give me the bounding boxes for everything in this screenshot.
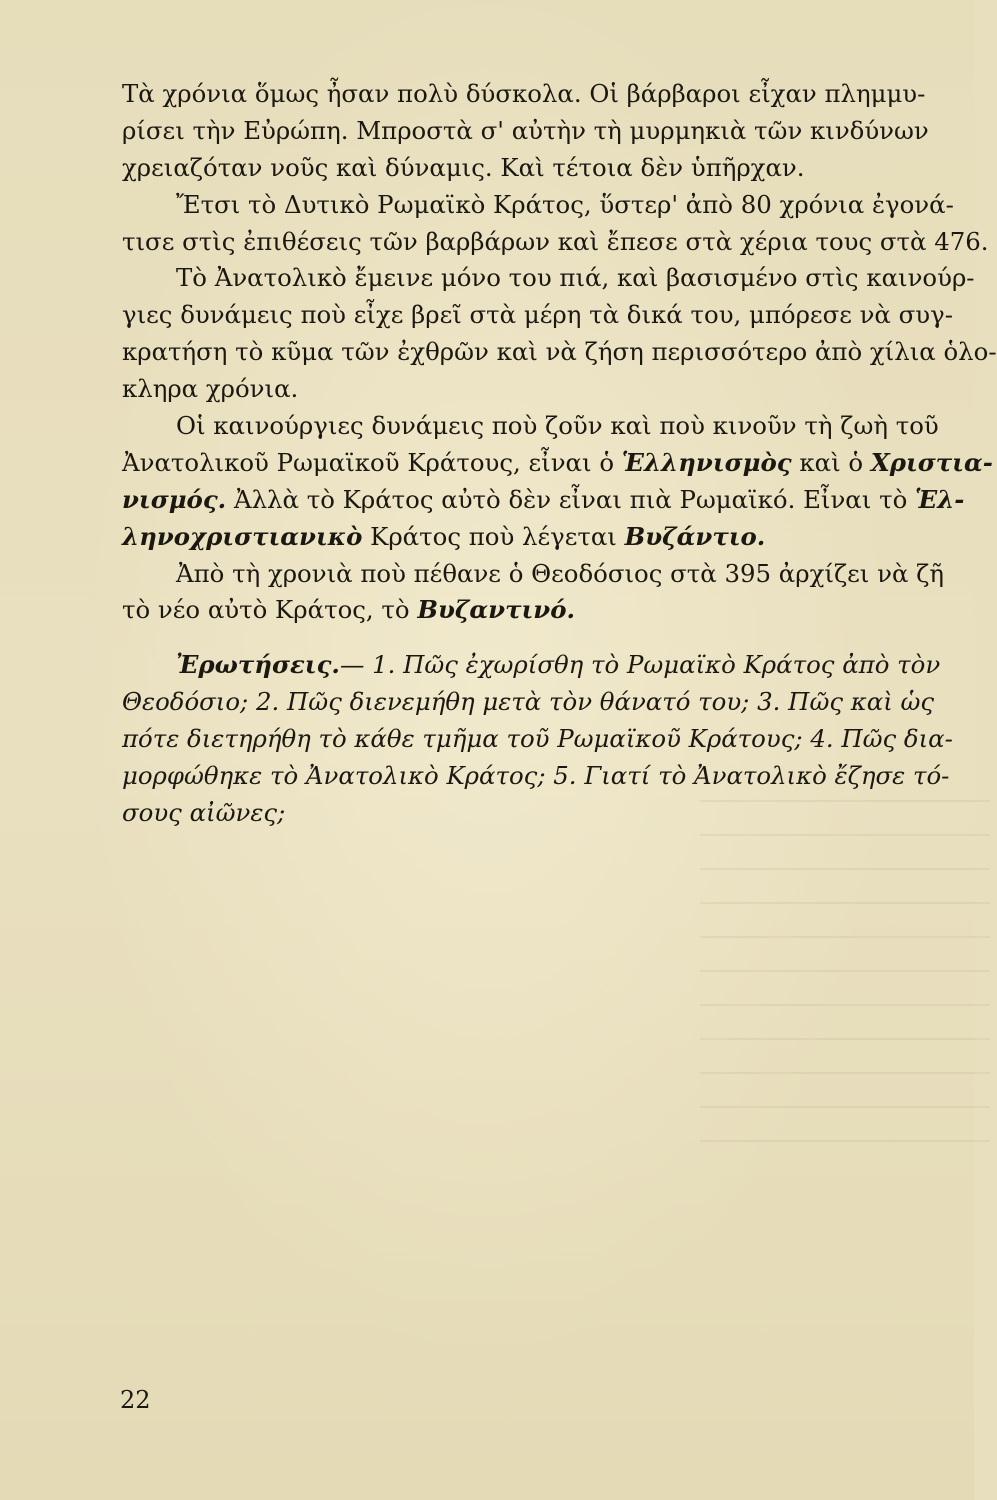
emphasis-hellenism: Ἑλληνισμὸς	[621, 447, 792, 477]
line-text: Ἔτσι τὸ Δυτικὸ Ρωμαϊκὸ Κράτος, ὕστερ' ἀπὸ 80 χρόνια ἐγονά-	[176, 189, 954, 219]
line-text: Τὰ χρόνια ὅμως ἦσαν πολὺ δύσκολα. Οἱ βάρβαροι εἶχαν πλημμυ-	[122, 79, 926, 108]
line-text: Ἀπὸ τὴ χρονιὰ ποὺ πέθανε ὁ Θεοδόσιος στὰ 395 ἀρχίζει νὰ ζῆ	[176, 558, 945, 588]
text-line	[122, 334, 997, 371]
line-text: κληρα χρόνια.	[122, 374, 299, 404]
line-text: τὸ νέο αὐτὸ Κράτος, τὸ	[122, 595, 410, 625]
emphasis-byzantium: Βυζάντιο.	[624, 521, 766, 551]
question-text: — 1. Πῶς ἐχωρίσθη τὸ Ρωμαϊκὸ Κράτος ἀπὸ τὸν	[339, 650, 941, 680]
text-line	[122, 482, 965, 519]
text-line	[122, 519, 922, 556]
questions-label: Ἐρωτήσεις.	[176, 650, 340, 680]
line-text: χρειαζόταν νοῦς καὶ δύναμις. Καὶ τέτοια δὲν ὑπῆρχαν.	[122, 152, 805, 182]
questions-line	[122, 795, 922, 832]
questions-line	[122, 758, 950, 795]
text-line	[122, 150, 922, 187]
text-line	[122, 297, 953, 334]
text-line	[122, 76, 926, 113]
question-text: Θεοδόσιο; 2. Πῶς διενεμήθη μετὰ τὸν θάνατό του; 3. Πῶς καὶ ὡς	[122, 687, 935, 717]
line-text: ρίσει τὴν Εὐρώπη. Μπροστὰ σ' αὐτὴν τὴ μυρμηκιὰ τῶν κινδύνων	[122, 115, 929, 145]
line-text: γιες δυνάμεις ποὺ εἶχε βρεῖ στὰ μέρη τὰ δικά του, μπόρεσε νὰ συγ-	[122, 300, 953, 330]
line-text: Ἀλλὰ τὸ Κράτος αὐτὸ δὲν εἶναι πιὰ Ρωμαϊκό. Εἶναι τὸ	[233, 484, 908, 514]
emphasis-hellenochristian: Ἑλ-	[915, 484, 965, 514]
line-text: καὶ ὁ	[799, 447, 864, 477]
line-text: κρατήση τὸ κῦμα τῶν ἐχθρῶν καὶ νὰ ζήση περισσότερο ἀπὸ χίλια ὁλο-	[122, 337, 997, 367]
text-line	[122, 260, 975, 297]
emphasis-christianity: Χριστια-	[870, 447, 993, 477]
line-text: Τὸ Ἀνατολικὸ ἔμεινε μόνο του πιά, καὶ βασισμένο στὶς καινούρ-	[176, 263, 975, 293]
questions-line	[122, 647, 941, 684]
question-text: πότε διετηρήθη τὸ κάθε τμῆμα τοῦ Ρωμαϊκοῦ Κράτους; 4. Πῶς δια-	[122, 724, 953, 754]
question-text: σους αἰῶνες;	[122, 797, 286, 827]
page-number: 22	[120, 1386, 151, 1414]
emphasis-christianity-end: νισμός.	[122, 484, 227, 514]
text-line	[122, 224, 989, 261]
emphasis-byzantine: Βυζαντινό.	[417, 595, 575, 625]
text-line	[122, 445, 993, 482]
text-line	[122, 408, 939, 445]
line-text: τισε στὶς ἐπιθέσεις τῶν βαρβάρων καὶ ἔπεσε στὰ χέρια τους στὰ 476.	[122, 226, 989, 256]
questions-line	[122, 721, 953, 758]
text-line	[122, 556, 945, 593]
bleed-through-shadow	[700, 800, 990, 1160]
line-text: Ἀνατολικοῦ Ρωμαϊκοῦ Κράτους, εἶναι ὁ	[122, 447, 615, 477]
emphasis-hellenochristian-end: ληνοχριστιανικὸ	[122, 521, 363, 551]
questions-line	[122, 684, 935, 721]
text-line	[122, 371, 922, 408]
text-line	[122, 113, 929, 150]
line-text: Κράτος ποὺ λέγεται	[370, 521, 617, 551]
text-line	[122, 592, 922, 629]
text-line	[122, 187, 954, 224]
question-text: μορφώθηκε τὸ Ἀνατολικὸ Κράτος; 5. Γιατί τὸ Ἀνατολικὸ ἔζησε τό-	[122, 761, 950, 791]
line-text: Οἱ καινούργιες δυνάμεις ποὺ ζοῦν καὶ ποὺ κινοῦν τὴ ζωὴ τοῦ	[176, 411, 939, 441]
body-text	[122, 76, 997, 832]
